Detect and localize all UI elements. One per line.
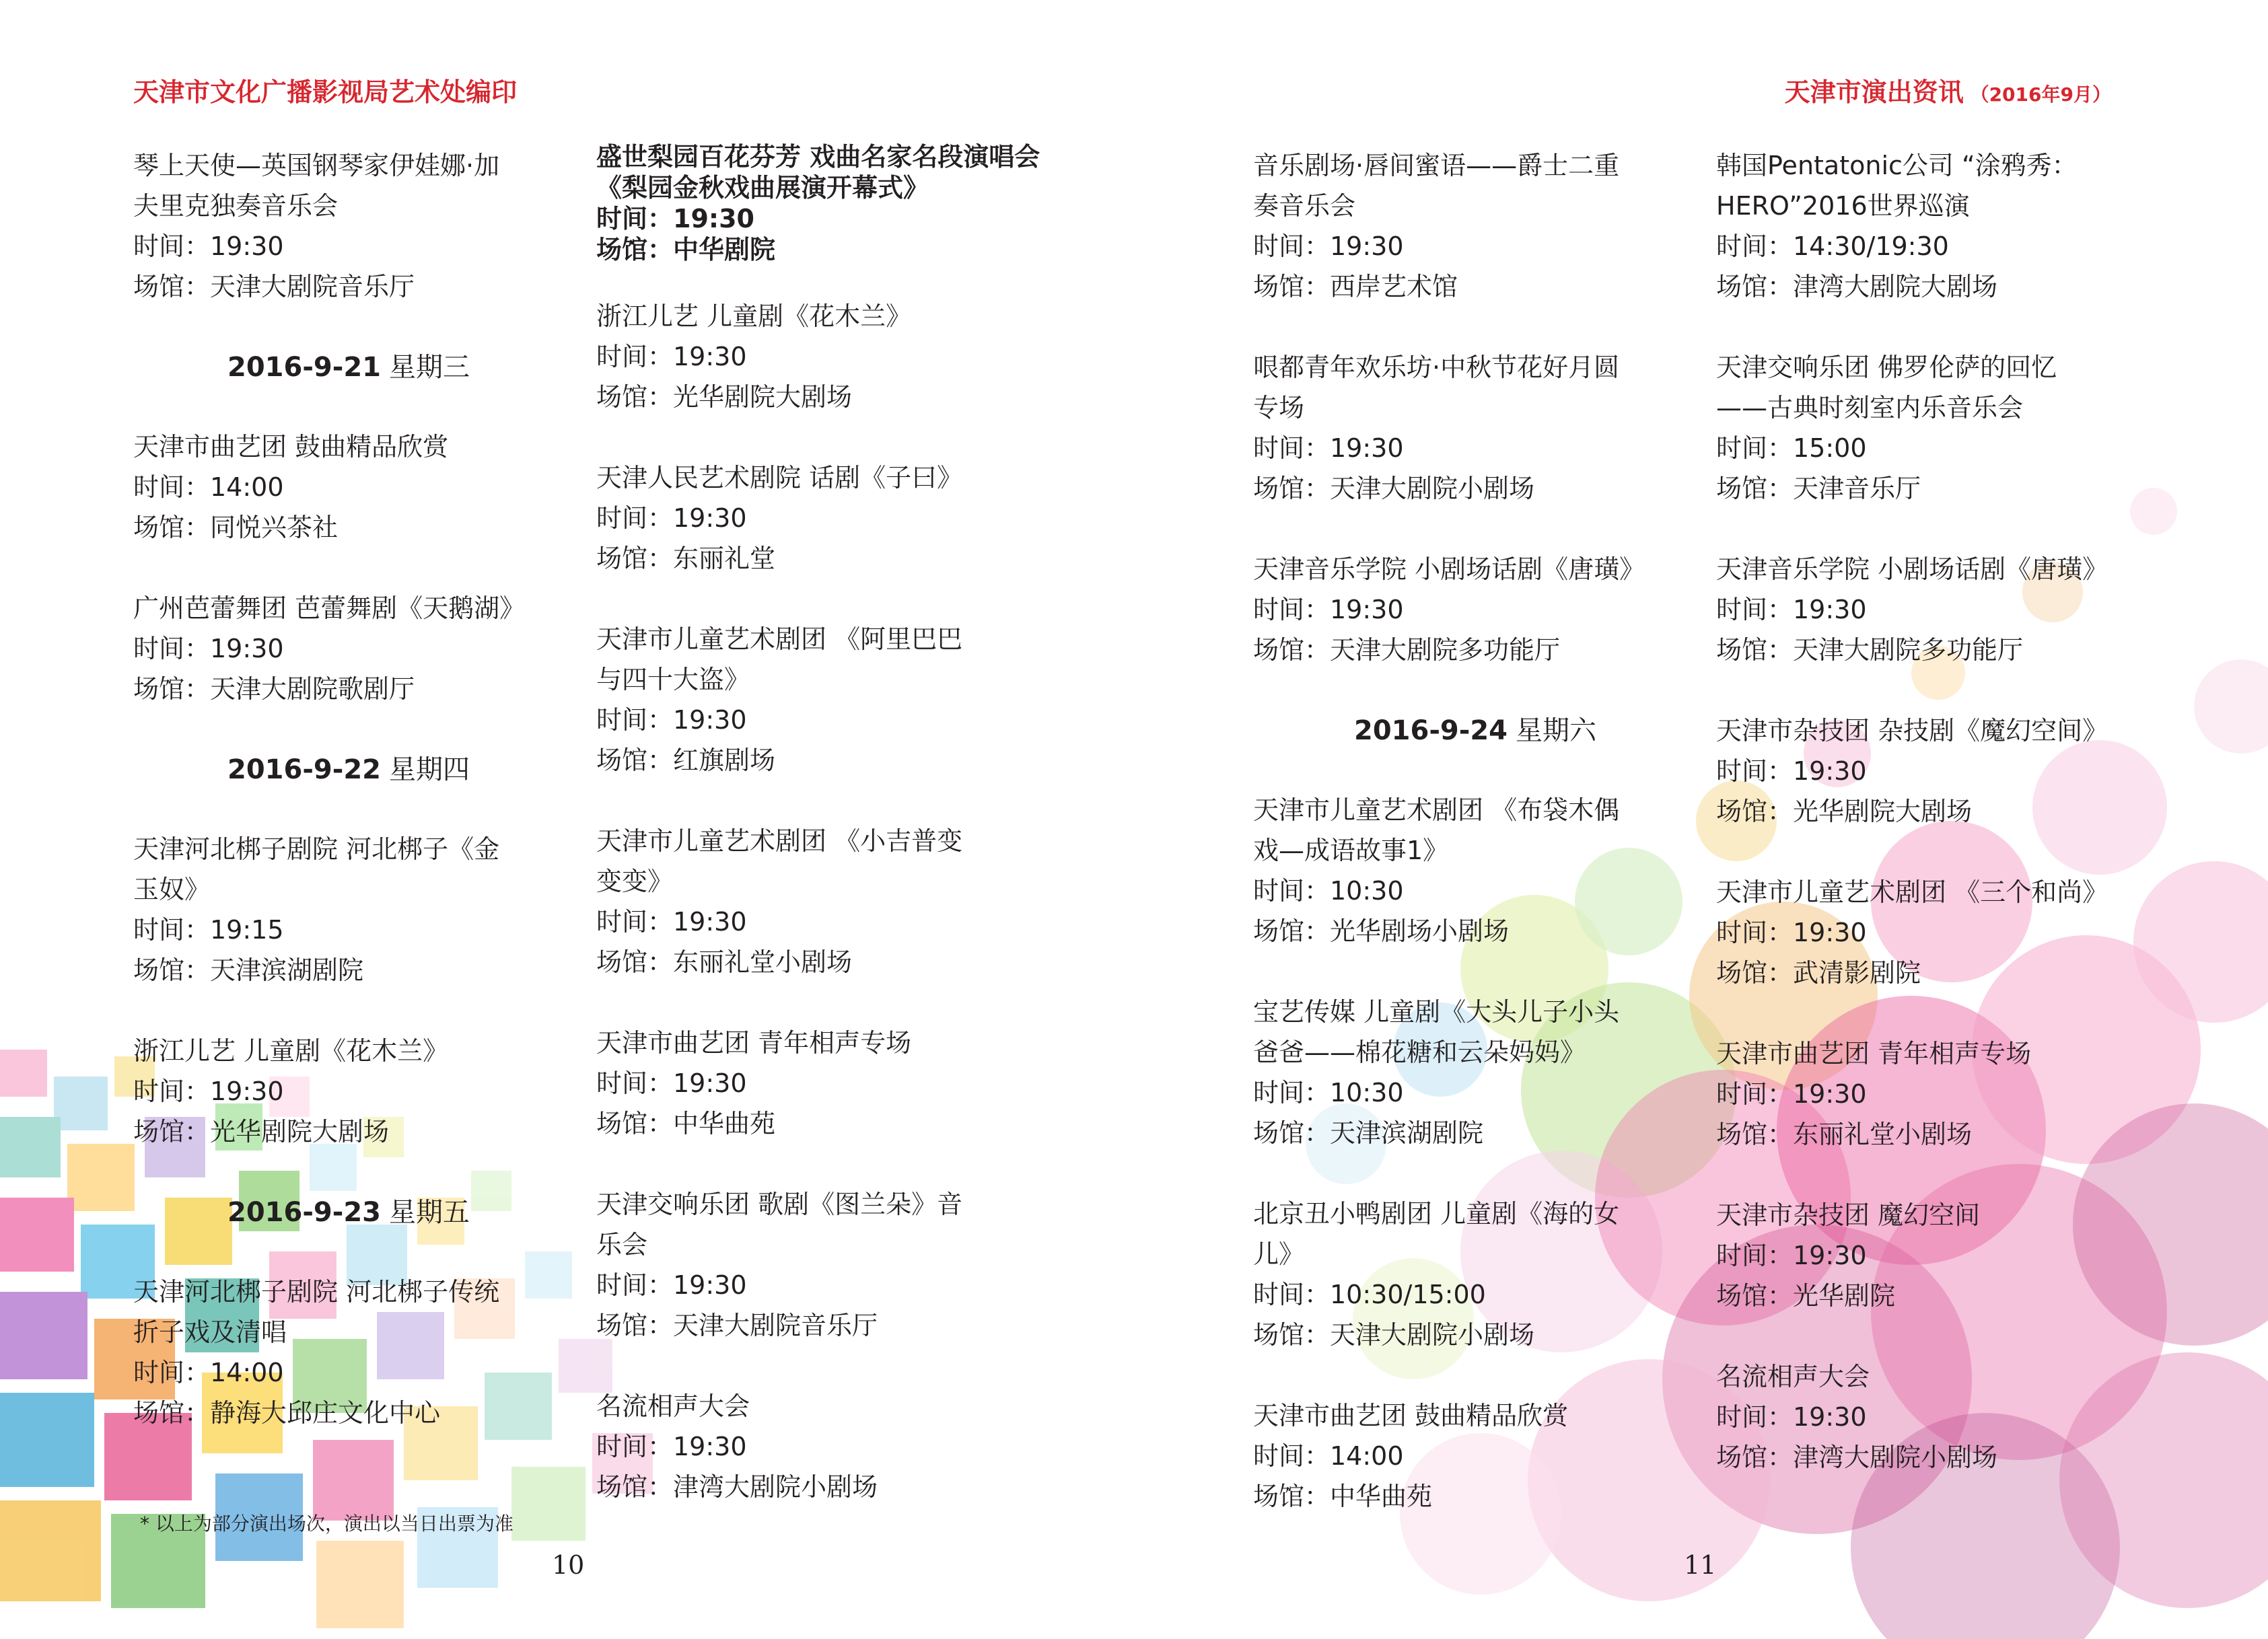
event-time: 时间：14:00 — [133, 472, 284, 502]
event-venue: 场馆：红旗剧场 — [596, 745, 776, 775]
event-entry — [133, 145, 564, 307]
event-title: 哏都青年欢乐坊·中秋节花好月圆 — [1253, 353, 1620, 382]
event-venue: 场馆：光华剧院 — [1716, 1281, 1896, 1311]
event-time: 时间：19:30 — [596, 1270, 747, 1300]
event-venue: 场馆：光华剧院大剧场 — [133, 1117, 390, 1146]
date-heading — [133, 750, 564, 790]
event-entry — [596, 821, 1108, 982]
event-time: 时间：14:00 — [1253, 1441, 1404, 1471]
footnote: * 以上为部分演出场次，演出以当日出票为准 — [140, 1513, 513, 1535]
event-entry — [596, 296, 1108, 417]
event-venue: 场馆：光华剧院大剧场 — [1716, 797, 1973, 826]
date-value: 2016-9-21 — [227, 352, 382, 383]
event-title-cont: 折子戏及清唱 — [133, 1317, 287, 1347]
date-value: 2016-9-24 — [1353, 715, 1508, 746]
schedule-column-3 — [1253, 145, 1697, 1557]
event-time: 时间：19:30 — [1716, 1402, 1867, 1432]
event-venue: 场馆：中华剧院 — [596, 235, 776, 264]
event-entry — [1716, 1195, 2167, 1316]
event-venue: 场馆：天津大剧院音乐厅 — [133, 272, 415, 301]
event-title: 天津市曲艺团 青年相声专场 — [596, 1028, 912, 1058]
event-venue: 场馆：天津大剧院多功能厅 — [1253, 635, 1561, 665]
event-title: 天津音乐学院 小剧场话剧《唐璜》 — [1716, 554, 2108, 584]
event-entry — [1716, 711, 2167, 832]
event-title: 名流相声大会 — [596, 1391, 750, 1421]
event-title: 天津市曲艺团 青年相声专场 — [1716, 1039, 2032, 1068]
event-entry — [133, 1031, 564, 1152]
event-title-cont: 变变》 — [596, 867, 674, 896]
date-weekday: 星期六 — [1516, 715, 1597, 746]
event-title-cont: 与四十大盗》 — [596, 665, 750, 694]
event-time: 时间：19:30 — [133, 1077, 284, 1106]
page-number-right: 11 — [1684, 1550, 1717, 1580]
event-title: 天津市曲艺团 鼓曲精品欣赏 — [1253, 1401, 1569, 1430]
event-venue: 场馆：津湾大剧院小剧场 — [596, 1472, 878, 1502]
event-time: 时间：19:30 — [1253, 595, 1404, 624]
event-time: 时间：19:30 — [1253, 433, 1404, 463]
event-time: 时间：19:30 — [1716, 756, 1867, 786]
event-venue: 场馆：天津大剧院多功能厅 — [1716, 635, 2024, 665]
event-entry — [596, 458, 1108, 579]
event-time: 时间：19:30 — [596, 1068, 747, 1098]
event-venue: 场馆：中华曲苑 — [1253, 1482, 1433, 1511]
event-time: 时间：14:00 — [133, 1358, 284, 1387]
event-entry — [596, 619, 1108, 780]
event-entry — [1716, 347, 2167, 509]
event-title: 天津河北梆子剧院 河北梆子传统 — [133, 1277, 500, 1307]
event-time: 时间：19:30 — [1253, 231, 1404, 261]
event-title: 天津市杂技团 杂技剧《魔幻空间》 — [1716, 716, 2108, 745]
event-title: 浙江儿艺 儿童剧《花木兰》 — [596, 301, 912, 331]
event-title-cont: 《梨园金秋戏曲展演开幕式》 — [596, 173, 929, 203]
event-time: 时间：19:30 — [1716, 1241, 1867, 1270]
event-title: 天津交响乐团 佛罗伦萨的回忆 — [1716, 353, 2057, 382]
event-title: 天津市曲艺团 鼓曲精品欣赏 — [133, 432, 449, 462]
event-venue: 场馆：静海大邱庄文化中心 — [133, 1398, 441, 1428]
event-time: 时间：10:30 — [1253, 1078, 1404, 1107]
event-venue: 场馆：天津大剧院小剧场 — [1253, 1320, 1535, 1350]
event-time: 时间：19:30 — [596, 705, 747, 735]
event-entry — [1253, 145, 1697, 307]
event-time: 时间：10:30 — [1253, 876, 1404, 906]
event-title: 北京丑小鸭剧团 儿童剧《海的女 — [1253, 1199, 1620, 1229]
event-time: 时间：14:30/19:30 — [1716, 231, 1949, 261]
event-time: 时间：19:30 — [1716, 918, 1867, 947]
event-venue: 场馆：津湾大剧院大剧场 — [1716, 272, 1998, 301]
date-heading — [1253, 711, 1697, 751]
event-title-cont: 玉奴》 — [133, 875, 211, 904]
event-entry — [133, 588, 564, 709]
event-title: 天津人民艺术剧院 话剧《子曰》 — [596, 463, 963, 493]
event-time: 时间：19:30 — [596, 1432, 747, 1461]
event-title: 天津市儿童艺术剧团 《小吉普变 — [596, 826, 963, 856]
schedule-column-1 — [133, 145, 564, 1473]
event-title: 音乐剧场·唇间蜜语——爵士二重 — [1253, 151, 1620, 180]
event-title: 天津市儿童艺术剧团 《布袋木偶 — [1253, 795, 1620, 825]
event-venue: 场馆：天津滨湖剧院 — [133, 955, 364, 985]
event-title-cont: 乐会 — [596, 1230, 648, 1260]
event-title: 名流相声大会 — [1716, 1362, 1870, 1391]
event-venue: 场馆：武清影剧院 — [1716, 958, 1921, 988]
event-title-cont: HERO”2016世界巡演 — [1716, 191, 1970, 221]
date-heading — [133, 347, 564, 388]
page-number-left: 10 — [552, 1550, 585, 1580]
event-title: 天津市儿童艺术剧团 《阿里巴巴 — [596, 624, 963, 654]
event-title-cont: 专场 — [1253, 393, 1305, 423]
date-weekday: 星期四 — [389, 754, 470, 785]
event-time: 时间：19:30 — [596, 907, 747, 937]
event-time: 时间：15:00 — [1716, 433, 1867, 463]
event-entry — [1716, 549, 2167, 670]
event-entry — [596, 1023, 1108, 1144]
event-entry — [1253, 347, 1697, 509]
event-entry — [133, 1272, 564, 1433]
event-time: 时间：10:30/15:00 — [1253, 1280, 1486, 1309]
event-venue: 场馆：东丽礼堂小剧场 — [1716, 1120, 1973, 1149]
event-title: 盛世梨园百花芬芳 戏曲名家名段演唱会 — [596, 142, 1040, 172]
event-time: 时间：19:30 — [1716, 1079, 1867, 1109]
publication-issue: （2016年9月） — [1970, 83, 2111, 106]
event-entry — [1253, 992, 1697, 1153]
event-title: 韩国Pentatonic公司 “涂鸦秀： — [1716, 151, 2078, 180]
event-time: 时间：19:15 — [133, 915, 284, 945]
event-entry — [1253, 1194, 1697, 1355]
event-time: 时间：19:30 — [596, 204, 754, 233]
publication-title: 天津市演出资讯 — [1784, 77, 1964, 107]
event-title-cont: 夫里克独奏音乐会 — [133, 191, 339, 221]
event-venue: 场馆：天津滨湖剧院 — [1253, 1118, 1484, 1148]
event-title: 天津市儿童艺术剧团 《三个和尚》 — [1716, 877, 2108, 907]
event-venue: 场馆：天津大剧院小剧场 — [1253, 474, 1535, 503]
event-entry — [1716, 1356, 2167, 1478]
event-entry — [1716, 1033, 2167, 1155]
event-venue: 场馆：天津音乐厅 — [1716, 474, 1921, 503]
event-venue: 场馆：同悦兴茶社 — [133, 513, 339, 542]
event-entry — [1716, 145, 2167, 307]
date-heading — [133, 1192, 564, 1233]
event-venue: 场馆：西岸艺术馆 — [1253, 272, 1458, 301]
event-time: 时间：19:30 — [133, 634, 284, 663]
event-time: 时间：19:30 — [133, 231, 284, 261]
event-time: 时间：19:30 — [596, 342, 747, 371]
event-entry — [1716, 872, 2167, 993]
date-weekday: 星期三 — [389, 352, 470, 383]
event-venue: 场馆：天津大剧院歌剧厅 — [133, 674, 415, 704]
event-entry — [1253, 790, 1697, 951]
event-time: 时间：19:30 — [596, 503, 747, 533]
event-entry — [1253, 1395, 1697, 1517]
event-venue: 场馆：东丽礼堂小剧场 — [596, 947, 853, 977]
event-title-cont: 戏—成语故事1》 — [1253, 836, 1449, 865]
event-title-cont: 儿》 — [1253, 1239, 1305, 1269]
event-venue: 场馆：津湾大剧院小剧场 — [1716, 1443, 1998, 1472]
event-entry — [133, 829, 564, 990]
event-venue: 场馆：光华剧院大剧场 — [596, 382, 853, 412]
event-title-cont: ——古典时刻室内乐音乐会 — [1716, 393, 2024, 423]
event-title: 宝艺传媒 儿童剧《大头儿子小头 — [1253, 997, 1620, 1027]
event-title: 浙江儿艺 儿童剧《花木兰》 — [133, 1036, 449, 1066]
event-entry-featured — [596, 141, 1108, 265]
event-venue: 场馆：中华曲苑 — [596, 1109, 776, 1138]
publication-header — [1785, 71, 2111, 108]
schedule-column-2 — [596, 141, 1108, 1547]
date-weekday: 星期五 — [389, 1197, 470, 1228]
schedule-column-4 — [1716, 145, 2167, 1518]
event-entry — [596, 1386, 1108, 1507]
date-value: 2016-9-23 — [227, 1197, 382, 1228]
event-entry — [1253, 549, 1697, 670]
event-venue: 场馆：光华剧场小剧场 — [1253, 916, 1510, 946]
publisher-header: 天津市文化广播影视局艺术处编印 — [133, 77, 518, 107]
event-title: 广州芭蕾舞团 芭蕾舞剧《天鹅湖》 — [133, 593, 526, 623]
event-time: 时间：19:30 — [1716, 595, 1867, 624]
event-entry — [133, 427, 564, 548]
event-title: 琴上天使—英国钢琴家伊娃娜·加 — [133, 151, 500, 180]
event-venue: 场馆：东丽礼堂 — [596, 544, 776, 573]
event-entry — [596, 1184, 1108, 1346]
event-title: 天津市杂技团 魔幻空间 — [1716, 1200, 1981, 1230]
event-title: 天津交响乐团 歌剧《图兰朵》音 — [596, 1190, 963, 1219]
event-title-cont: 爸爸——棉花糖和云朵妈妈》 — [1253, 1037, 1586, 1067]
event-title-cont: 奏音乐会 — [1253, 191, 1356, 221]
event-title: 天津音乐学院 小剧场话剧《唐璜》 — [1253, 554, 1645, 584]
event-venue: 场馆：天津大剧院音乐厅 — [596, 1311, 878, 1340]
date-value: 2016-9-22 — [227, 754, 382, 785]
event-title: 天津河北梆子剧院 河北梆子《金 — [133, 834, 500, 864]
